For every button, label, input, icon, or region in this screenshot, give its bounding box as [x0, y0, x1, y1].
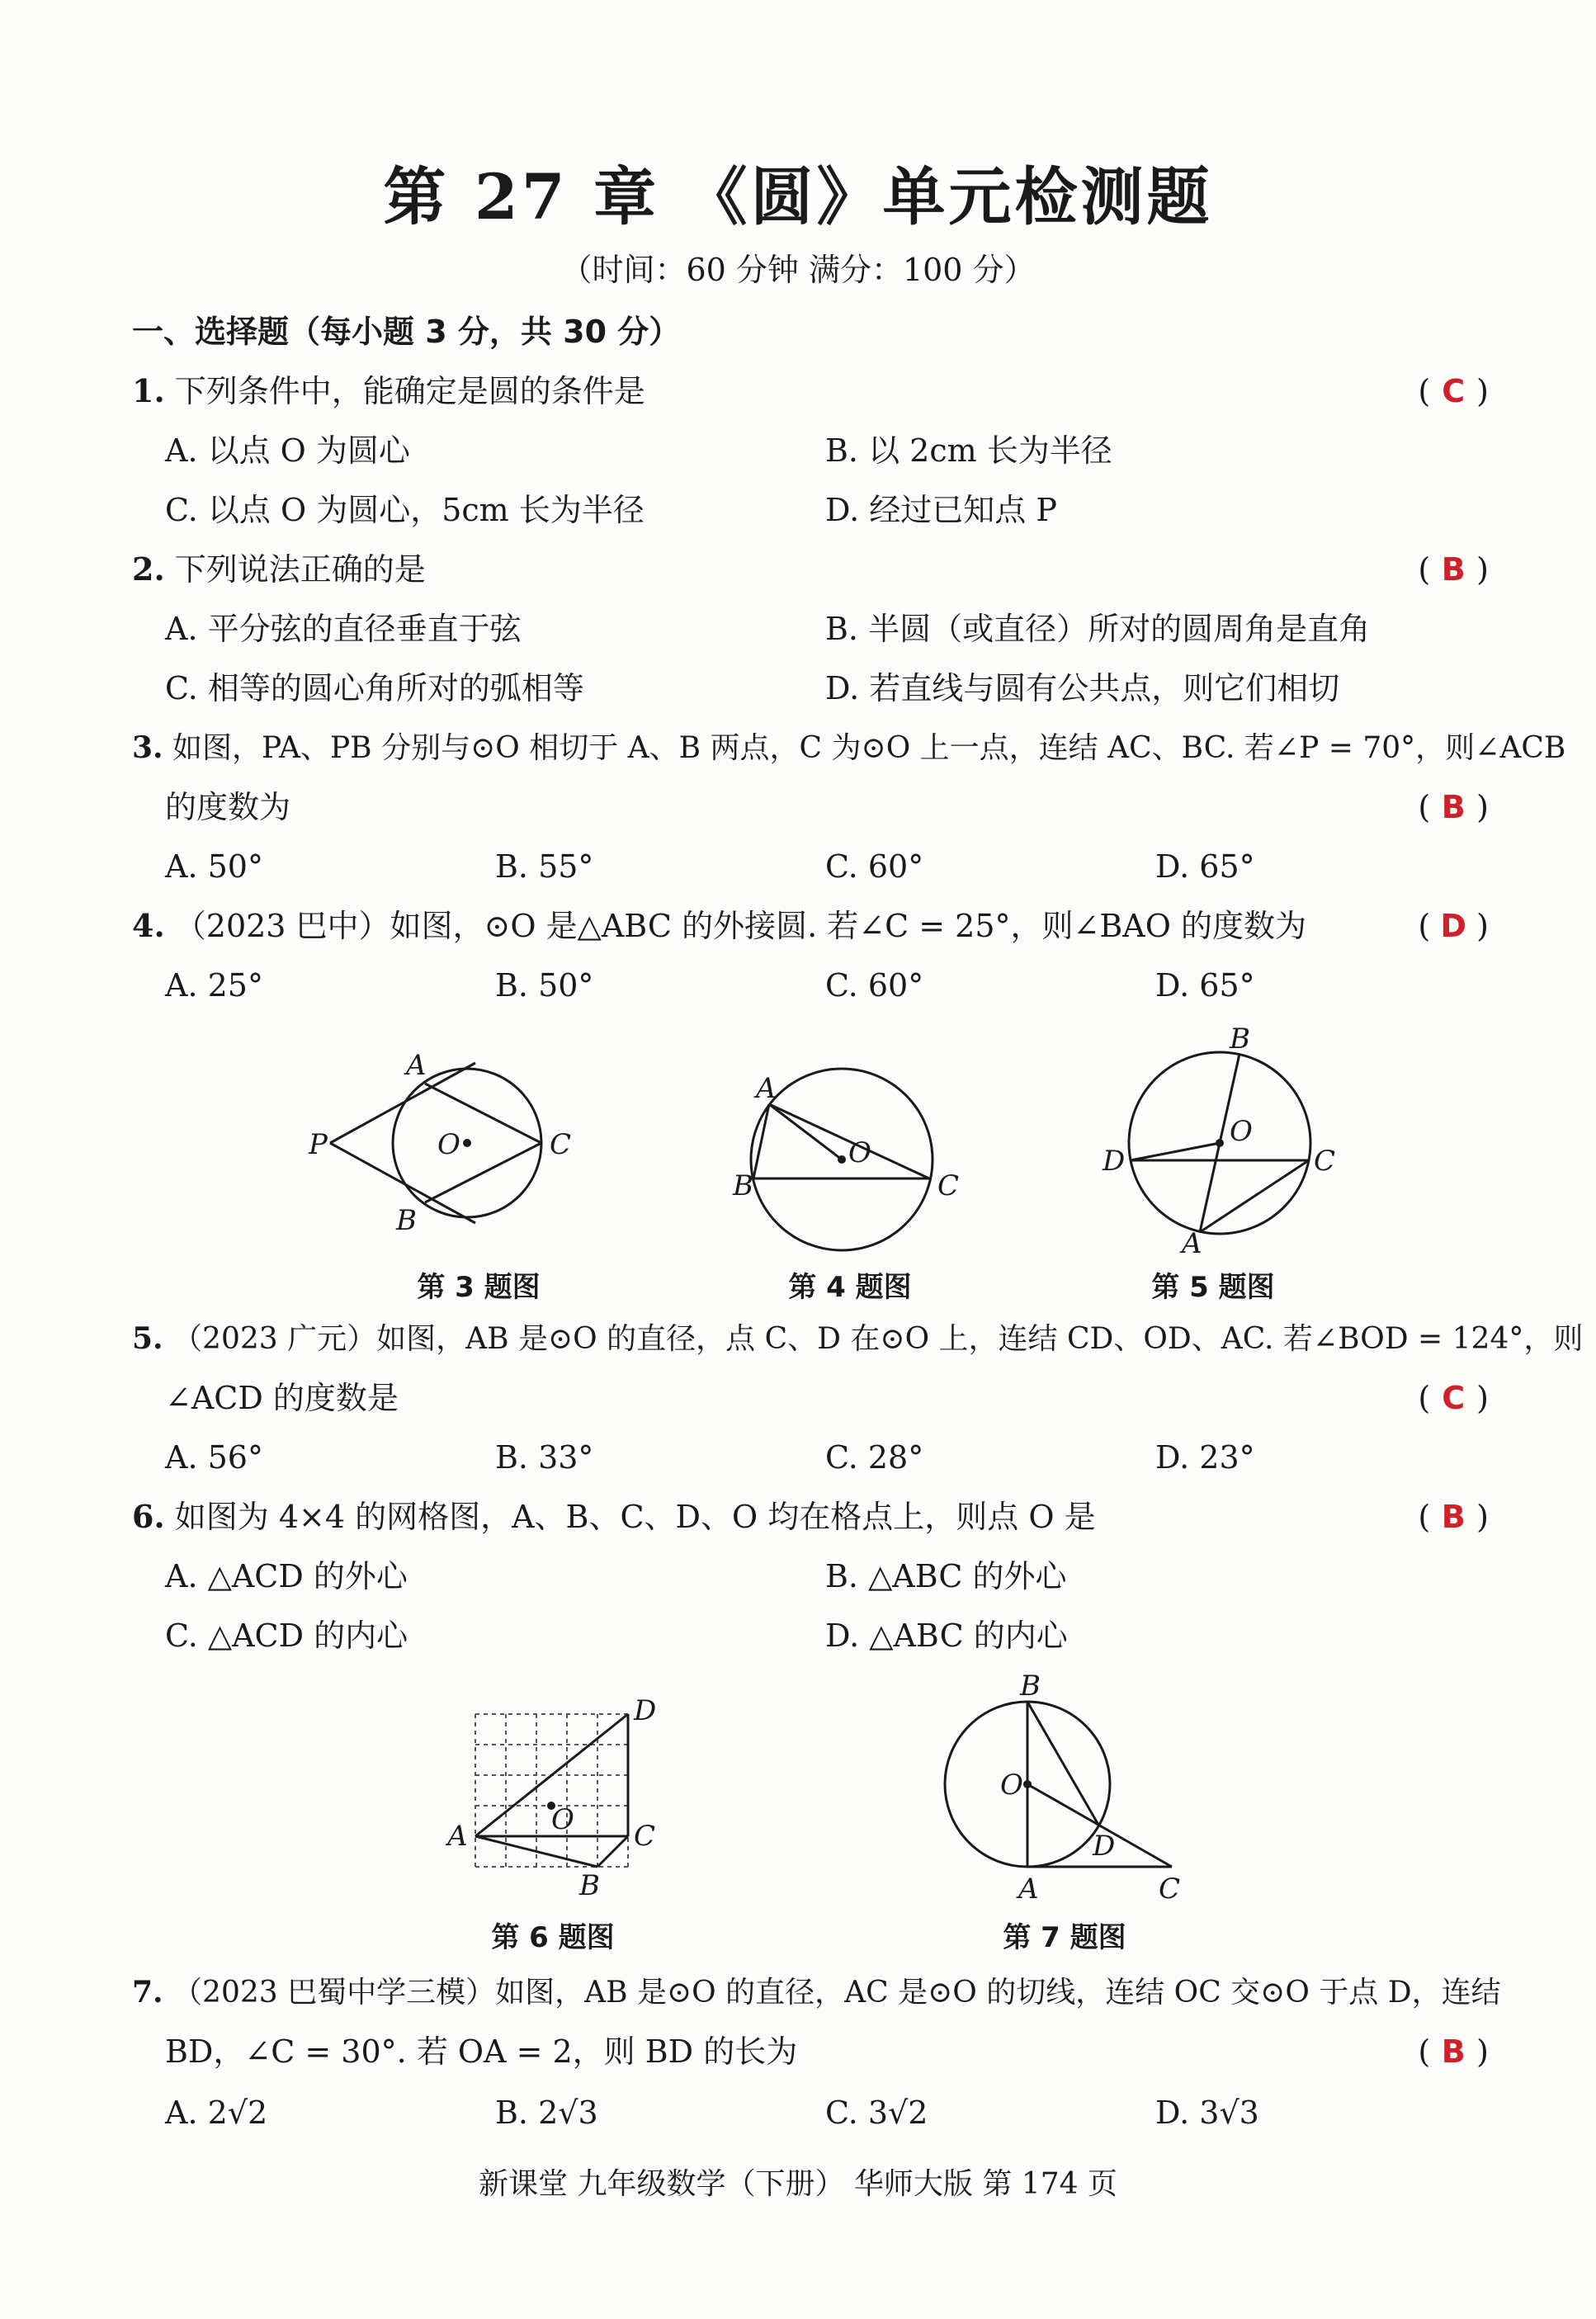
fig6-grid [475, 1714, 628, 1867]
fig6-label-o: O [551, 1803, 574, 1836]
q3-option-d: D. 65° [1155, 848, 1255, 885]
fig7-label-b: B [1020, 1670, 1041, 1703]
q5-option-b: B. 33° [495, 1439, 594, 1476]
q2-option-a: A. 平分弦的直径垂直于弦 [165, 611, 522, 647]
figure-6 [446, 1693, 693, 1916]
fig3-label-o: O [437, 1128, 460, 1161]
fig5-label-b: B [1230, 1023, 1250, 1056]
question-6: 6. 如图为 4×4 的网格图，A、B、C、D、O 均在格点上，则点 O 是 [132, 1498, 1096, 1535]
fig4-caption: 第 4 题图 [788, 1271, 912, 1304]
q4-option-b: B. 50° [495, 967, 594, 1004]
question-7: 7. （2023 巴蜀中学三模）如图，AB 是⊙O 的直径，AC 是⊙O 的切线，连结 OC 交⊙O 于点 D，连结 [132, 1975, 1501, 2010]
q5-option-c: C. 28° [825, 1439, 924, 1476]
q1-option-b: B. 以 2cm 长为半径 [825, 432, 1112, 469]
question-3-cont: 的度数为 [165, 789, 291, 825]
fig5-caption: 第 5 题图 [1151, 1271, 1275, 1304]
fig6-label-c: C [634, 1820, 656, 1853]
q4-option-d: D. 65° [1155, 967, 1255, 1004]
question-5: 5. （2023 广元）如图，AB 是⊙O 的直径，点 C、D 在⊙O 上，连结 CD、OD、AC. 若∠BOD = 124°，则 [132, 1321, 1584, 1356]
q6-option-b: B. △ABC 的外心 [825, 1558, 1067, 1594]
fig4-label-o: O [848, 1136, 871, 1169]
answer-1: ( C ) [1418, 373, 1489, 409]
answer-5: ( C ) [1418, 1380, 1489, 1416]
q1-option-c: C. 以点 O 为圆心，5cm 长为半径 [165, 492, 645, 528]
q7-option-a: A. 2√2 [165, 2095, 268, 2131]
fig7-center-dot [1023, 1780, 1032, 1788]
fig3-label-p: P [309, 1128, 328, 1161]
fig6-caption: 第 6 题图 [491, 1921, 615, 1954]
fig5-label-c: C [1314, 1145, 1336, 1178]
q2-option-c: C. 相等的圆心角所对的弧相等 [165, 670, 584, 706]
question-1: 1. 下列条件中，能确定是圆的条件是 [132, 372, 645, 409]
fig5-label-a: A [1182, 1227, 1202, 1254]
q7-option-c: C. 3√2 [825, 2095, 928, 2131]
fig3-label-a: A [406, 1049, 427, 1082]
answer-4: ( D ) [1418, 908, 1489, 944]
fig5-center-dot [1216, 1139, 1224, 1147]
q3-option-c: C. 60° [825, 848, 924, 885]
fig7-caption: 第 7 题图 [1003, 1921, 1126, 1954]
fig6-label-d: D [634, 1694, 657, 1727]
answer-6: ( B ) [1418, 1499, 1489, 1535]
fig6-segment-bc [597, 1836, 628, 1867]
figure-3 [297, 1032, 627, 1263]
q3-option-a: A. 50° [165, 848, 263, 885]
fig5-segment-od [1131, 1143, 1220, 1160]
q2-option-b: B. 半圆（或直径）所对的圆周角是直角 [825, 611, 1371, 647]
answer-7: ( B ) [1418, 2033, 1489, 2070]
q1-option-d: D. 经过已知点 P [825, 492, 1057, 528]
fig3-center-dot [463, 1139, 471, 1147]
question-7-cont: BD，∠C = 30°. 若 OA = 2，则 BD 的长为 [165, 2033, 798, 2070]
fig3-label-c: C [550, 1128, 572, 1161]
q6-option-d: D. △ABC 的内心 [825, 1618, 1068, 1654]
fig3-label-b: B [396, 1204, 417, 1237]
q1-option-a: A. 以点 O 为圆心 [165, 432, 410, 469]
question-4: 4. （2023 巴中）如图，⊙O 是△ABC 的外接圆. 若∠C = 25°，则∠BAO 的度数为 [132, 907, 1306, 944]
fig4-label-a: A [756, 1072, 777, 1105]
fig5-label-d: D [1103, 1145, 1126, 1178]
fig7-label-a: A [1018, 1873, 1039, 1906]
fig3-caption: 第 3 题图 [417, 1271, 541, 1304]
question-5-cont: ∠ACD 的度数是 [165, 1380, 399, 1416]
section-heading: 一、选择题（每小题 3 分，共 30 分） [132, 314, 681, 350]
fig7-segment-bd [1027, 1702, 1098, 1825]
figure-4 [718, 1065, 982, 1263]
q6-option-c: C. △ACD 的内心 [165, 1618, 408, 1654]
answer-2: ( B ) [1418, 551, 1489, 588]
fig4-label-b: B [733, 1169, 753, 1202]
fig7-label-d: D [1093, 1830, 1116, 1863]
fig7-label-c: C [1159, 1873, 1181, 1906]
answer-3: ( B ) [1418, 789, 1489, 825]
fig5-label-o: O [1230, 1115, 1253, 1148]
page-footer: 新课堂 九年级数学（下册） 华师大版 第 174 页 [479, 2167, 1117, 2201]
figure-7 [933, 1667, 1197, 1906]
question-2: 2. 下列说法正确的是 [132, 550, 426, 588]
fig6-label-b: B [579, 1869, 600, 1902]
q4-option-a: A. 25° [165, 967, 263, 1004]
q6-option-a: A. △ACD 的外心 [165, 1558, 408, 1594]
figure-5 [1098, 1023, 1362, 1254]
q5-option-a: A. 56° [165, 1439, 263, 1476]
q7-option-b: B. 2√3 [495, 2095, 598, 2131]
q7-option-d: D. 3√3 [1155, 2095, 1259, 2131]
fig4-label-c: C [937, 1169, 960, 1202]
q2-option-d: D. 若直线与圆有公共点，则它们相切 [825, 670, 1340, 706]
q3-option-b: B. 55° [495, 848, 594, 885]
q5-option-d: D. 23° [1155, 1439, 1255, 1476]
q4-option-c: C. 60° [825, 967, 924, 1004]
page-title: 第 27 章 《圆》单元检测题 [383, 160, 1213, 234]
question-3: 3. 如图，PA、PB 分别与⊙O 相切于 A、B 两点，C 为⊙O 上一点，连结 AC、BC. 若∠P = 70°，则∠ACB [132, 730, 1566, 765]
fig4-center-dot [838, 1155, 846, 1164]
exam-meta: （时间：60 分钟 满分：100 分） [560, 252, 1036, 288]
fig7-label-o: O [1000, 1769, 1023, 1802]
fig6-label-a: A [447, 1820, 468, 1853]
